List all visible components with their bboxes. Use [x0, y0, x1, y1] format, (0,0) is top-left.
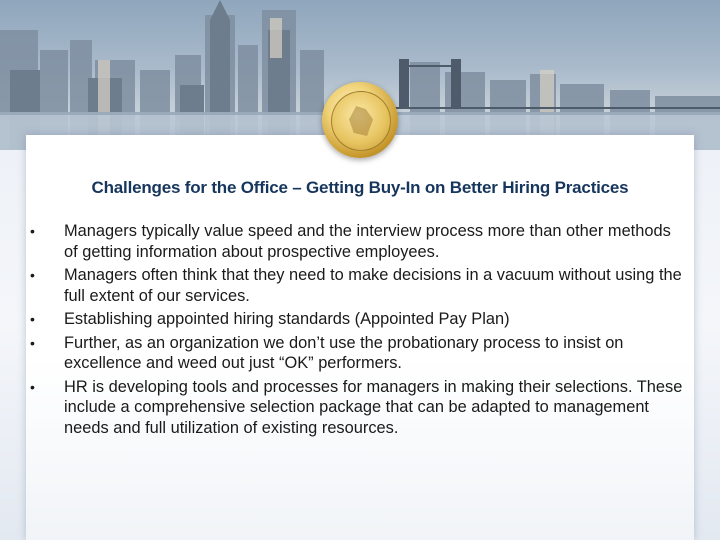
bullet-text: Managers often think that they need to make decisions in a vacuum without using the full extent of our services. [64, 266, 682, 305]
bullet-marker: • [30, 223, 35, 239]
bullet-list [28, 221, 688, 441]
list-item [28, 333, 688, 374]
list-item [28, 377, 688, 439]
bullet-marker: • [30, 334, 35, 351]
bullet-marker: • [30, 267, 35, 283]
list-item [28, 309, 688, 330]
bullet-text: Further, as an organization we don’t use the probationary process to insist on excellence and weed out just “OK” performers. [64, 333, 624, 372]
list-item [28, 265, 688, 306]
slide-title: Challenges for the Office – Getting Buy-In on Better Hiring Practices [91, 178, 629, 197]
bullet-marker: • [30, 378, 35, 395]
seal-ring [331, 91, 391, 151]
bullet-marker: • [30, 311, 35, 327]
bullet-text: Establishing appointed hiring standards (Appointed Pay Plan) [64, 310, 510, 328]
seal-emblem [349, 106, 373, 136]
bullet-text: Managers typically value speed and the interview process more than other methods of getting information about prospective employees. [64, 222, 671, 261]
bullet-text: HR is developing tools and processes for managers in making their selections. These include a comprehensive selection package that can be adapted to management needs and full utilization of existing resources. [64, 377, 683, 437]
city-seal-logo [322, 82, 398, 158]
list-item [28, 221, 688, 262]
